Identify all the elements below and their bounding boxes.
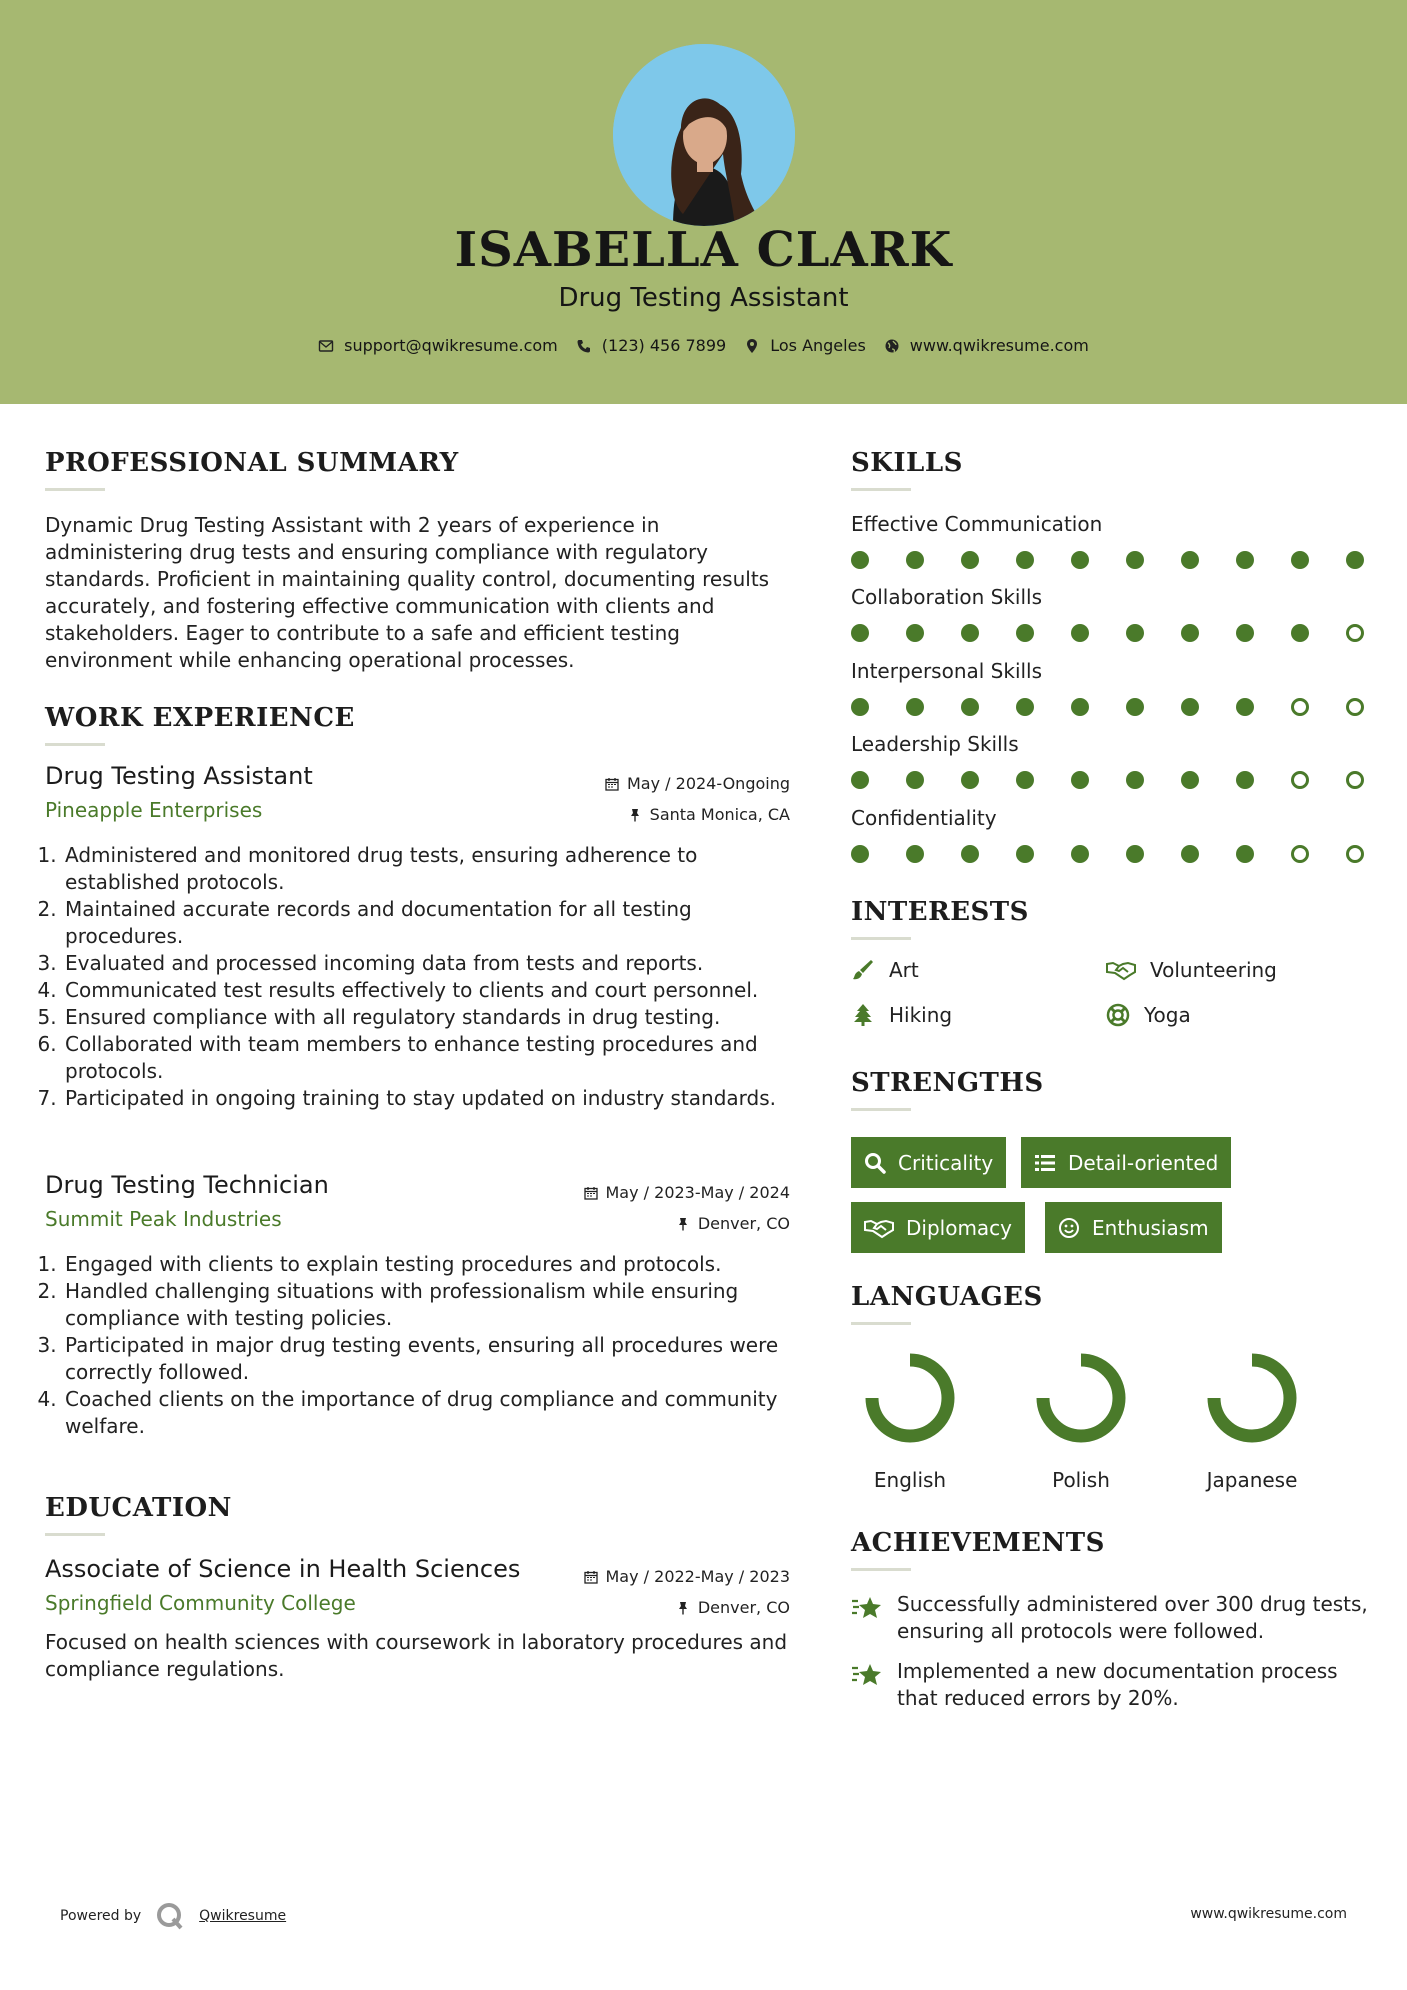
language-progress-ring <box>862 1350 958 1446</box>
contact-bar <box>0 336 1407 355</box>
job-meta <box>605 768 790 830</box>
education-school: Springfield Community College <box>45 1591 356 1615</box>
star-award-icon <box>851 1660 883 1690</box>
envelope-icon <box>318 338 334 354</box>
skills-section-header <box>851 448 963 491</box>
skill-item <box>851 659 1371 716</box>
skill-dot-empty <box>1291 845 1309 863</box>
interest-item <box>851 1003 952 1027</box>
education-description: Focused on health sciences with coursework in laboratory procedures and compliance regulations. <box>45 1630 788 1681</box>
interests-section-header <box>851 897 1029 940</box>
language-progress-ring <box>1204 1350 1300 1446</box>
interest-item <box>1106 958 1277 982</box>
job-location <box>605 799 790 830</box>
skill-dot-filled <box>1071 845 1089 863</box>
contact-website-text: www.qwikresume.com <box>909 336 1089 355</box>
education-location-text: Denver, CO <box>697 1598 790 1617</box>
skill-item <box>851 585 1371 642</box>
skill-dot-filled <box>1236 845 1254 863</box>
contact-email[interactable] <box>318 336 558 355</box>
skill-item <box>851 512 1371 569</box>
skill-dot-filled <box>1071 551 1089 569</box>
strengths-section-header <box>851 1068 1044 1111</box>
skill-name: Effective Communication <box>851 512 1103 536</box>
language-arc <box>1043 1360 1119 1436</box>
education-heading: EDUCATION <box>45 1493 232 1523</box>
lifebuoy-icon <box>1106 1003 1130 1027</box>
map-pin-icon <box>744 338 760 354</box>
achievement-text: Implemented a new documentation process that reduced errors by 20%. <box>897 1659 1338 1710</box>
skill-dot-filled <box>961 698 979 716</box>
skill-name: Interpersonal Skills <box>851 659 1043 683</box>
phone-icon <box>576 338 592 354</box>
job-dates <box>584 1177 791 1208</box>
skill-item <box>851 806 1371 863</box>
skill-dot-filled <box>851 624 869 642</box>
interest-item <box>1106 1003 1191 1027</box>
skill-dot-filled <box>961 771 979 789</box>
strength-tag <box>851 1137 1006 1188</box>
language-arc <box>872 1360 948 1436</box>
skill-dot-filled <box>1016 624 1034 642</box>
skill-dot-filled <box>906 771 924 789</box>
skill-dot-filled <box>1181 771 1199 789</box>
skill-name: Leadership Skills <box>851 732 1019 756</box>
job-bullet: 7. Participated in ongoing training to stay updated on industry standards. <box>63 1085 790 1112</box>
pushpin-icon <box>628 808 642 822</box>
strength-tag <box>1021 1137 1231 1188</box>
language-name: Polish <box>1052 1468 1110 1492</box>
interest-label: Hiking <box>889 1003 953 1027</box>
interest-label: Art <box>889 958 919 982</box>
footer-powered-by <box>60 1901 286 1931</box>
interest-label: Volunteering <box>1150 958 1277 982</box>
skills-heading: SKILLS <box>851 448 963 478</box>
skill-dot-filled <box>1236 624 1254 642</box>
star-award-icon <box>851 1593 883 1623</box>
job-bullets <box>63 842 790 1112</box>
work-heading: WORK EXPERIENCE <box>45 703 355 733</box>
skill-dot-filled <box>906 624 924 642</box>
language-item <box>1192 1350 1312 1492</box>
skill-dot-filled <box>851 551 869 569</box>
pushpin-icon <box>676 1217 690 1231</box>
education-entry <box>45 1555 790 1683</box>
achievement-item <box>851 1591 1371 1645</box>
job-dates <box>605 768 790 799</box>
globe-icon <box>884 338 900 354</box>
skill-dot-filled <box>1236 551 1254 569</box>
summary-heading: PROFESSIONAL SUMMARY <box>45 448 459 478</box>
languages-section-header <box>851 1282 1043 1325</box>
section-divider <box>45 1533 105 1536</box>
education-location <box>584 1592 791 1623</box>
avatar <box>613 44 795 226</box>
skill-dot-filled <box>1126 624 1144 642</box>
summary-section-header <box>45 448 459 491</box>
contact-phone[interactable] <box>576 336 726 355</box>
job-bullet: 2. Maintained accurate records and documentation for all testing procedures. <box>63 896 790 950</box>
skill-dot-filled <box>851 698 869 716</box>
job-entry <box>45 1171 790 1440</box>
contact-email-text: support@qwikresume.com <box>344 336 558 355</box>
contact-phone-text: (123) 456 7899 <box>601 336 727 355</box>
job-company: Summit Peak Industries <box>45 1207 282 1231</box>
skill-dot-filled <box>1181 698 1199 716</box>
education-dates <box>584 1561 791 1592</box>
skill-dot-empty <box>1346 624 1364 642</box>
job-bullet: 1. Engaged with clients to explain testing procedures and protocols. <box>63 1251 790 1278</box>
calendar-icon <box>584 1186 598 1200</box>
handshake-icon <box>1106 958 1136 982</box>
skill-dot-filled <box>1236 698 1254 716</box>
job-bullet: 3. Evaluated and processed incoming data from tests and reports. <box>63 950 790 977</box>
job-location <box>584 1208 791 1239</box>
powered-by-label: Powered by <box>60 1908 142 1924</box>
skill-dot-empty <box>1346 845 1364 863</box>
languages-heading: LANGUAGES <box>851 1282 1043 1312</box>
skill-dot-filled <box>851 845 869 863</box>
strengths-heading: STRENGTHS <box>851 1068 1044 1098</box>
language-item <box>850 1350 970 1492</box>
contact-location-text: Los Angeles <box>770 336 866 355</box>
education-dates-text: May / 2022-May / 2023 <box>605 1567 790 1586</box>
strength-label: Enthusiasm <box>1092 1215 1209 1240</box>
skill-dot-filled <box>1236 771 1254 789</box>
paintbrush-icon <box>851 958 875 982</box>
skill-dot-filled <box>1071 624 1089 642</box>
skill-dot-filled <box>1181 845 1199 863</box>
interest-item <box>851 958 919 982</box>
skill-dot-filled <box>961 624 979 642</box>
strength-label: Diplomacy <box>906 1215 1013 1240</box>
interests-heading: INTERESTS <box>851 897 1029 927</box>
skill-dot-filled <box>1291 551 1309 569</box>
strength-tag <box>1045 1202 1222 1253</box>
skill-dot-filled <box>1071 771 1089 789</box>
job-bullet: 2. Handled challenging situations with professionalism while ensuring compliance with testing policies. <box>63 1278 790 1332</box>
job-bullet: 1. Administered and monitored drug tests, ensuring adherence to established protocols. <box>63 842 790 896</box>
language-arc <box>1214 1360 1290 1436</box>
job-location-text: Santa Monica, CA <box>649 805 790 824</box>
language-item <box>1021 1350 1141 1492</box>
header-banner <box>0 0 1407 404</box>
job-bullets <box>63 1251 790 1440</box>
job-dates-text: May / 2024-Ongoing <box>627 774 790 793</box>
skill-dot-empty <box>1291 698 1309 716</box>
skill-dot-filled <box>1016 771 1034 789</box>
skill-rating <box>851 551 1371 569</box>
contact-location <box>744 336 866 355</box>
strength-tag <box>851 1202 1025 1253</box>
calendar-icon <box>605 777 619 791</box>
skill-item <box>851 732 1371 789</box>
skill-dot-filled <box>1016 698 1034 716</box>
skill-dot-filled <box>906 698 924 716</box>
achievements-heading: ACHIEVEMENTS <box>851 1528 1105 1558</box>
skill-dot-filled <box>1291 624 1309 642</box>
candidate-role: Drug Testing Assistant <box>558 283 849 313</box>
summary-text: Dynamic Drug Testing Assistant with 2 years of experience in administering drug tests and ensuring compliance with regulatory standards. Proficient in maintaining quality control, documenting results accurately, and fostering effective communication with clients and stakeholders. Eager to contribute to a safe and efficient testing environment while enhancing operational processes. <box>45 513 770 672</box>
achievement-text: Successfully administered over 300 drug tests, ensuring all protocols were followed. <box>897 1592 1368 1643</box>
section-divider <box>851 1108 911 1111</box>
profile-photo <box>613 44 795 226</box>
education-section-header <box>45 1493 232 1536</box>
search-icon <box>864 1152 886 1174</box>
skill-dot-filled <box>1016 845 1034 863</box>
job-entry <box>45 762 790 1112</box>
skill-dot-filled <box>1126 771 1144 789</box>
footer-website[interactable]: www.qwikresume.com <box>1190 1906 1347 1922</box>
job-company: Pineapple Enterprises <box>45 798 263 822</box>
section-divider <box>851 937 911 940</box>
brand-link[interactable]: Qwikresume <box>199 1908 287 1924</box>
pushpin-icon <box>676 1601 690 1615</box>
job-location-text: Denver, CO <box>697 1214 790 1233</box>
handshake-icon <box>864 1217 894 1239</box>
strength-label: Criticality <box>898 1150 994 1175</box>
job-title: Drug Testing Assistant <box>45 762 313 790</box>
job-bullet: 4. Coached clients on the importance of drug compliance and community welfare. <box>63 1386 790 1440</box>
education-meta <box>584 1561 791 1623</box>
skill-dot-filled <box>906 551 924 569</box>
section-divider <box>851 1322 911 1325</box>
section-divider <box>45 743 105 746</box>
job-bullet: 3. Participated in major drug testing events, ensuring all procedures were correctly followed. <box>63 1332 790 1386</box>
skill-dot-filled <box>1016 551 1034 569</box>
skill-dot-filled <box>1181 624 1199 642</box>
language-name: Japanese <box>1206 1468 1298 1492</box>
skill-rating <box>851 845 1371 863</box>
job-title: Drug Testing Technician <box>45 1171 329 1199</box>
calendar-icon <box>584 1570 598 1584</box>
list-icon <box>1034 1152 1056 1174</box>
section-divider <box>45 488 105 491</box>
skill-dot-filled <box>851 771 869 789</box>
job-meta <box>584 1177 791 1239</box>
skill-dot-filled <box>1346 551 1364 569</box>
job-dates-text: May / 2023-May / 2024 <box>605 1183 790 1202</box>
skill-dot-filled <box>1126 698 1144 716</box>
skill-name: Collaboration Skills <box>851 585 1043 609</box>
skill-dot-empty <box>1346 771 1364 789</box>
job-bullet: 4. Communicated test results effectively to clients and court personnel. <box>63 977 790 1004</box>
achievement-item <box>851 1658 1371 1712</box>
contact-website[interactable] <box>884 336 1089 355</box>
education-degree: Associate of Science in Health Sciences <box>45 1555 521 1583</box>
skill-dot-filled <box>1181 551 1199 569</box>
skill-dot-filled <box>961 551 979 569</box>
skill-dot-empty <box>1346 698 1364 716</box>
tree-icon <box>851 1003 875 1027</box>
language-name: English <box>873 1468 947 1492</box>
skill-dot-filled <box>1071 698 1089 716</box>
language-progress-ring <box>1033 1350 1129 1446</box>
job-bullet: 5. Ensured compliance with all regulatory standards in drug testing. <box>63 1004 790 1031</box>
qwikresume-logo-icon <box>155 1901 185 1931</box>
skill-name: Confidentiality <box>851 806 997 830</box>
section-divider <box>851 1568 911 1571</box>
skill-dot-filled <box>1126 551 1144 569</box>
strength-label: Detail-oriented <box>1068 1150 1219 1175</box>
skill-rating <box>851 698 1371 716</box>
smile-icon <box>1058 1217 1080 1239</box>
job-bullet: 6. Collaborated with team members to enhance testing procedures and protocols. <box>63 1031 790 1085</box>
skill-dot-filled <box>1126 845 1144 863</box>
skill-dot-filled <box>906 845 924 863</box>
skill-rating <box>851 624 1371 642</box>
achievements-section-header <box>851 1528 1105 1571</box>
interest-label: Yoga <box>1144 1003 1191 1027</box>
section-divider <box>851 488 911 491</box>
skill-rating <box>851 771 1371 789</box>
work-section-header <box>45 703 355 746</box>
skill-dot-filled <box>961 845 979 863</box>
skill-dot-empty <box>1291 771 1309 789</box>
candidate-name: ISABELLA CLARK <box>454 222 953 278</box>
